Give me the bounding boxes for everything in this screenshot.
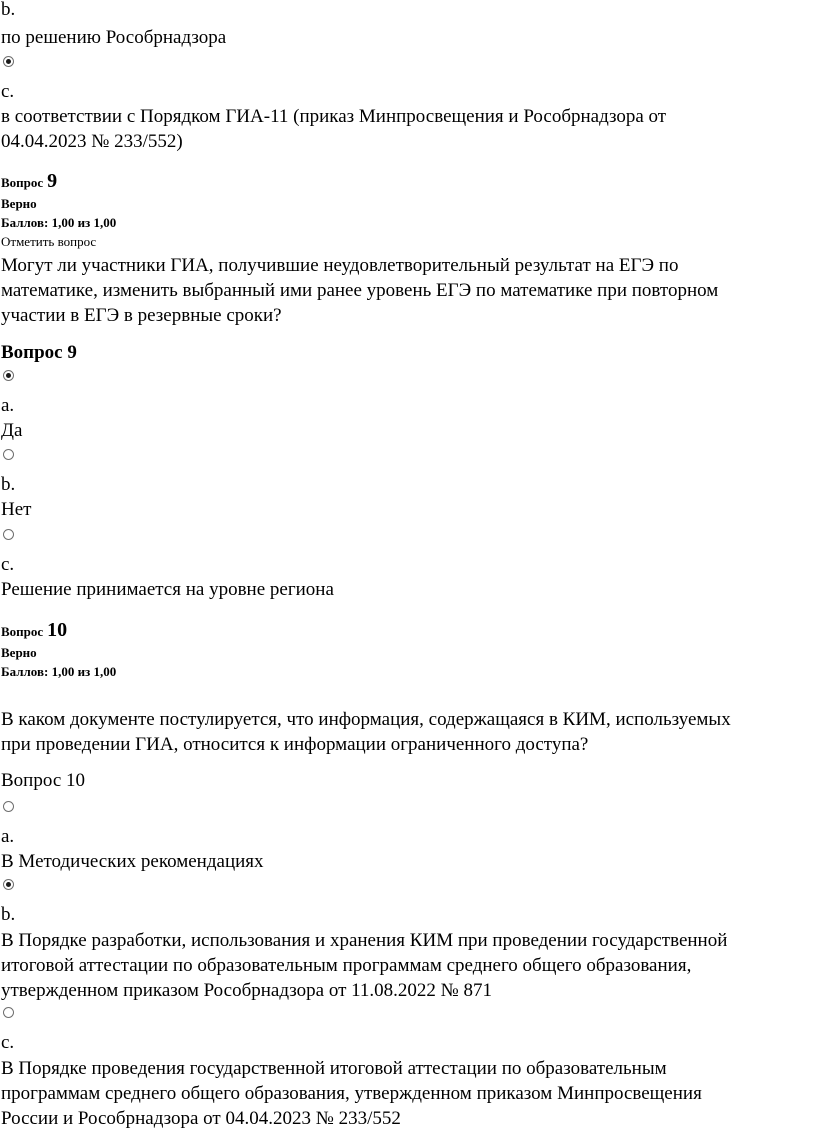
prev-option-c-text — [1, 104, 666, 154]
q10-heading: Вопрос 10 — [1, 770, 85, 791]
q10-option-b-text-line: итоговой аттестации по образовательным программам среднего общего образования, — [1, 955, 692, 976]
q9-question-text-line: Могут ли участники ГИА, получившие неудовлетворительный результат на ЕГЭ по — [1, 255, 679, 276]
q10-option-c-radio[interactable] — [3, 1007, 14, 1018]
prev-option-c-text-line: 04.04.2023 № 233/552) — [1, 131, 183, 152]
q9-option-b-radio[interactable] — [3, 449, 14, 460]
q10-question-text-line: при проведении ГИА, относится к информации ограниченного доступа? — [1, 734, 589, 755]
q10-option-c-text — [1, 1056, 702, 1131]
prev-option-b-letter: b. — [1, 0, 16, 20]
prev-option-c-radio[interactable] — [3, 56, 14, 67]
q10-option-a-letter: a. — [1, 826, 15, 847]
q10-option-a-radio[interactable] — [3, 801, 14, 812]
q9-number: 9 — [47, 170, 58, 192]
q10-question-text-line: В каком документе постулируется, что информация, содержащаяся в КИМ, используемых — [1, 709, 731, 730]
q10-option-b-letter: b. — [1, 904, 16, 925]
q9-question-text-line: математике, изменить выбранный ими ранее уровень ЕГЭ по математике при повторном — [1, 280, 719, 301]
q9-question-text-line: участии в ЕГЭ в резервные сроки? — [1, 305, 282, 326]
q9-option-a-letter: a. — [1, 395, 15, 416]
q10-option-c-text-line: В Порядке проведения государственной итоговой аттестации по образовательным — [1, 1058, 667, 1079]
q9-header — [1, 171, 57, 191]
q9-status: Верно — [1, 196, 37, 211]
q10-option-c-letter: c. — [1, 1032, 15, 1053]
q10-status: Верно — [1, 645, 37, 660]
prev-option-b-text: по решению Рособрнадзора — [1, 27, 227, 48]
q10-label: Вопрос — [1, 624, 44, 639]
q9-label: Вопрос — [1, 175, 44, 190]
q9-option-b-letter: b. — [1, 474, 16, 495]
q9-score: Баллов: 1,00 из 1,00 — [1, 215, 117, 230]
prev-option-c-letter: c. — [1, 81, 15, 102]
q10-option-a-text: В Методических рекомендациях — [1, 851, 264, 872]
q9-option-c-letter: c. — [1, 554, 15, 575]
q10-score: Баллов: 1,00 из 1,00 — [1, 664, 117, 679]
q10-option-c-text-line: России и Рособрнадзора от 04.04.2023 № 233/552 — [1, 1108, 401, 1129]
q10-option-c-text-line: программам среднего общего образования, утвержденном приказом Минпросвещения — [1, 1083, 702, 1104]
q10-number: 10 — [47, 619, 68, 641]
q10-option-b-text — [1, 928, 727, 1003]
q10-question-text — [1, 707, 731, 757]
q9-flag-link[interactable]: Отметить вопрос — [1, 234, 97, 249]
q9-heading: Вопрос 9 — [1, 342, 77, 363]
q9-question-text — [1, 253, 718, 328]
q9-option-a-text: Да — [1, 420, 23, 441]
q10-option-b-text-line: В Порядке разработки, использования и хранения КИМ при проведении государственной — [1, 930, 728, 951]
q9-option-c-radio[interactable] — [3, 529, 14, 540]
q10-option-b-text-line: утвержденном приказом Рособрнадзора от 11.08.2022 № 871 — [1, 980, 493, 1001]
q9-option-a-radio[interactable] — [3, 370, 14, 381]
prev-option-c-text-line: в соответствии с Порядком ГИА-11 (приказ Минпросвещения и Рособрнадзора от — [1, 106, 667, 127]
q10-option-b-radio[interactable] — [3, 879, 14, 890]
q9-option-b-text: Нет — [1, 499, 32, 520]
q10-header — [1, 620, 67, 640]
q9-option-c-text: Решение принимается на уровне региона — [1, 579, 334, 600]
